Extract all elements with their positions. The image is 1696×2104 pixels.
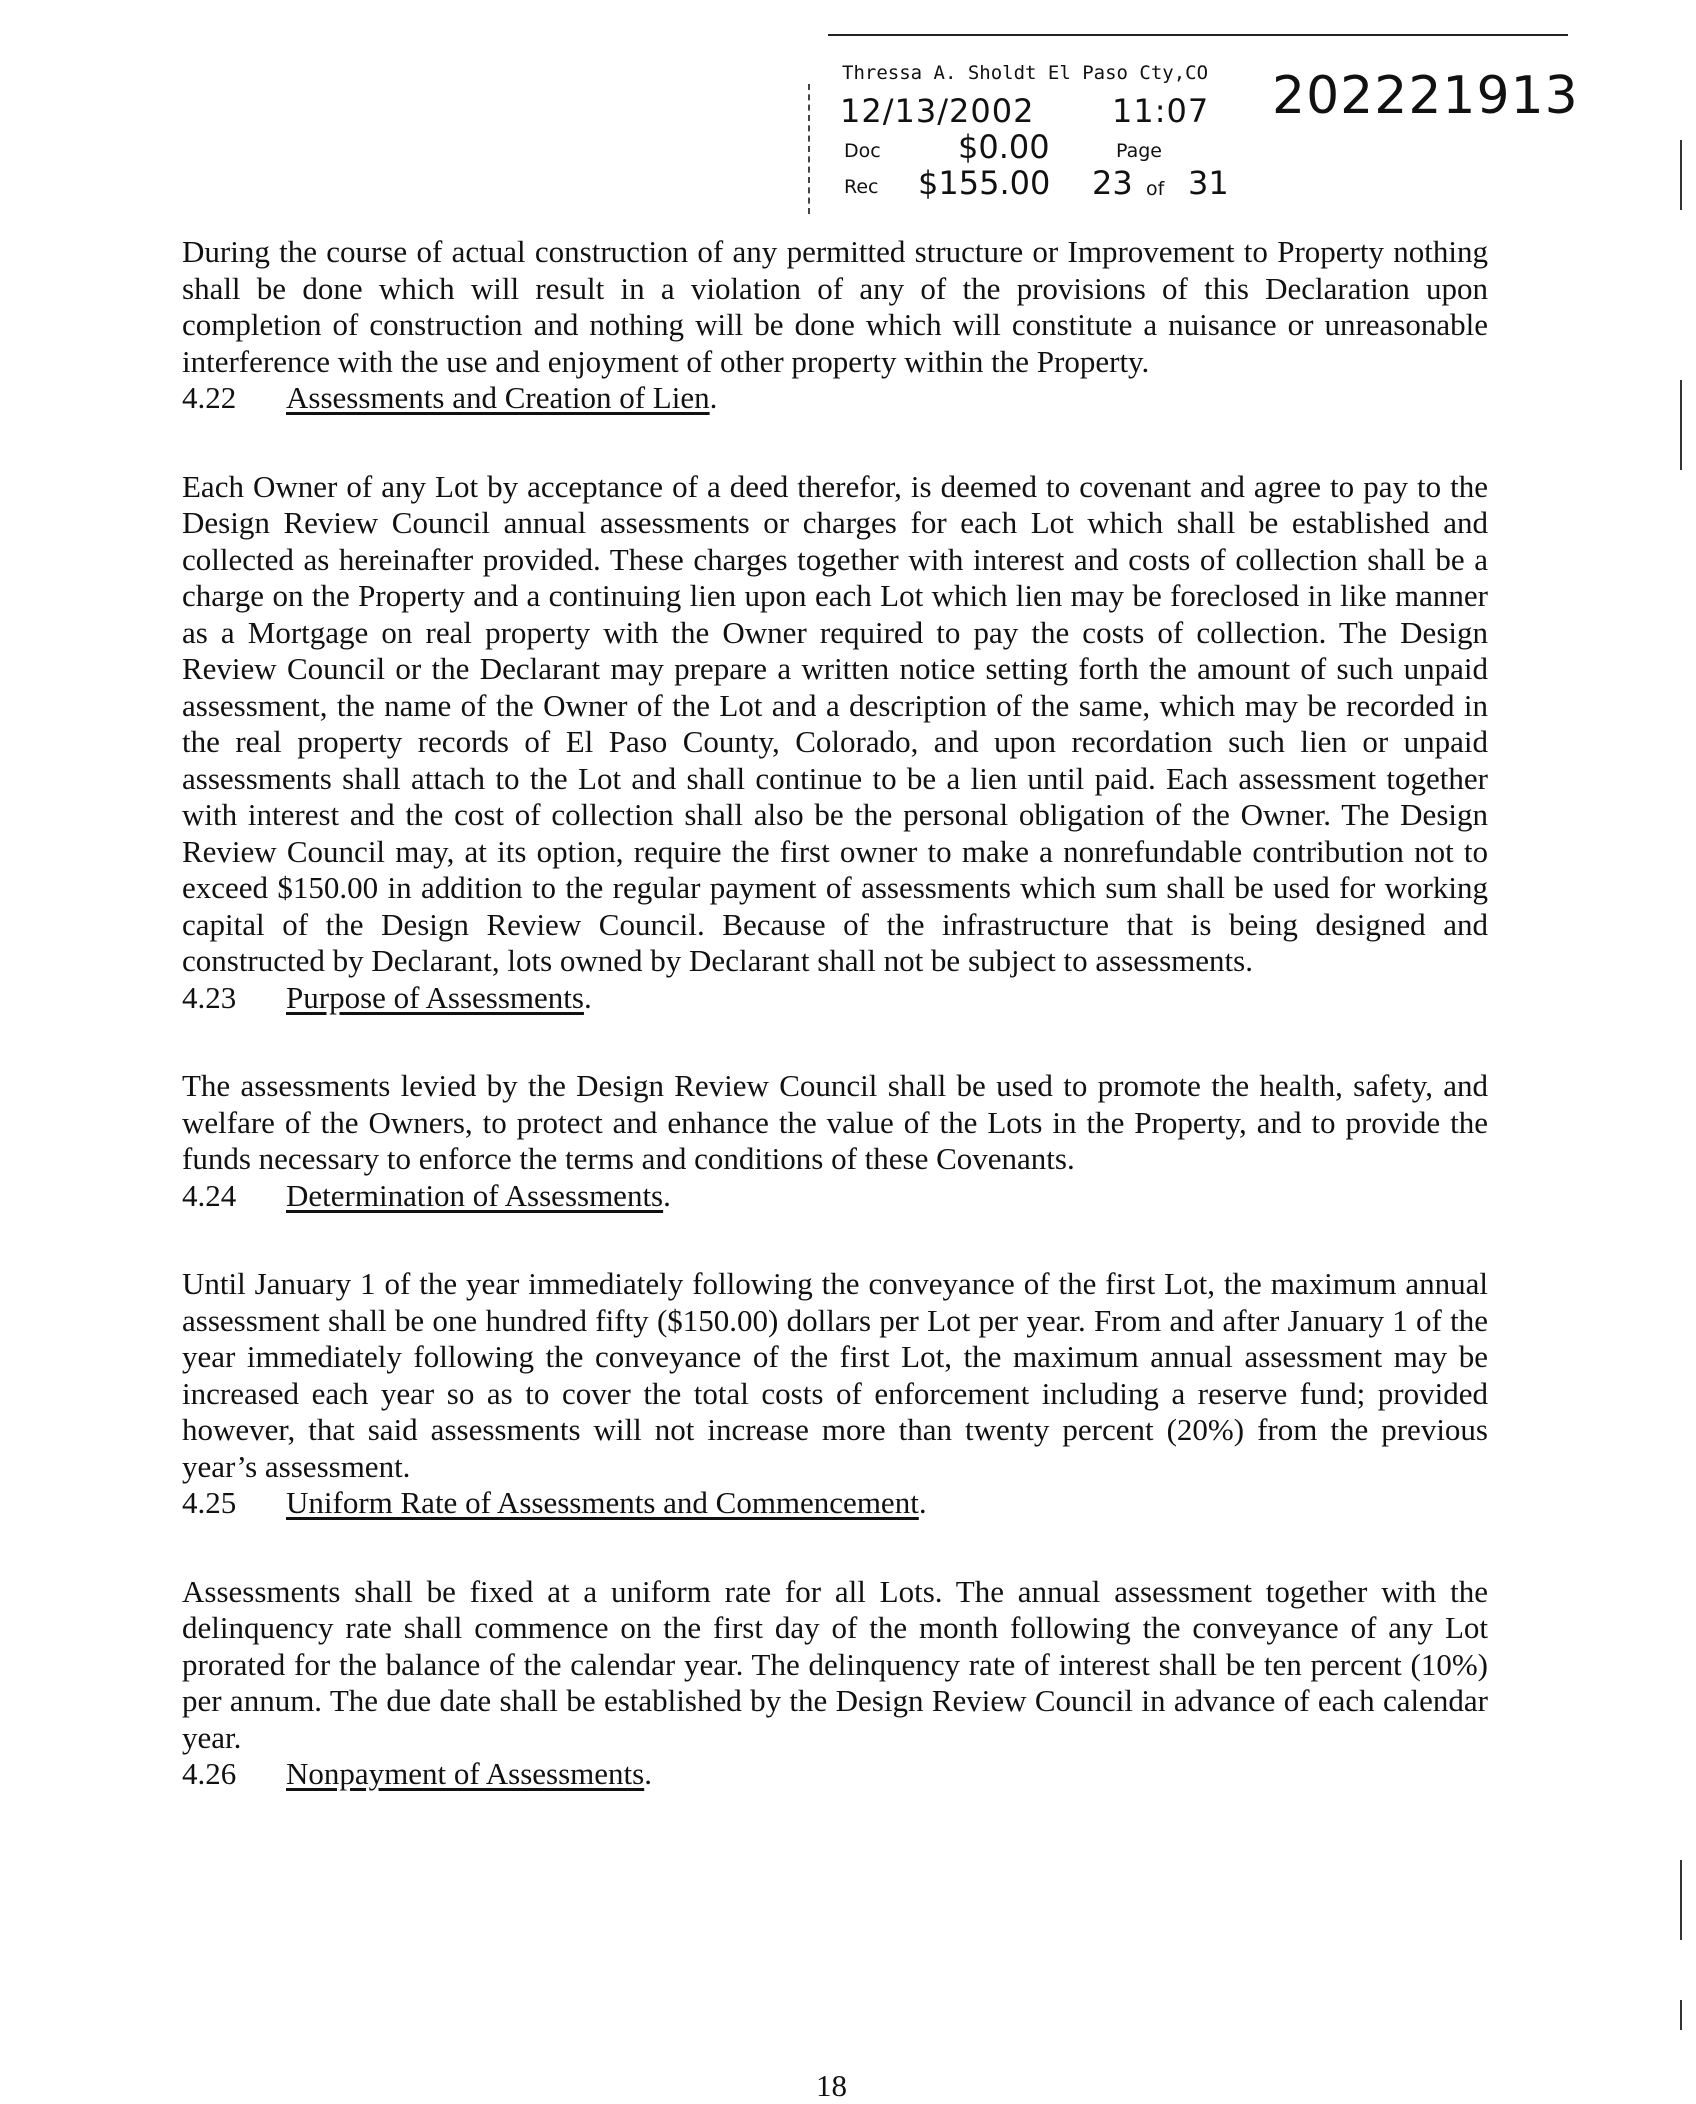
section-number: 4.23 — [182, 979, 237, 1015]
stamp-rec-label: Rec — [844, 176, 879, 198]
section-number: 4.22 — [182, 380, 237, 415]
section-heading: 4.22 Assessments and Creation of Lien. — [182, 380, 718, 415]
section-body: Each Owner of any Lot by acceptance of a deed therefor, is deemed to covenant and agree to pay to the Design Review Council annual assessments or charges for each Lot which shall be established and collected as hereinafter provided. These charges together with interest and costs of collection shall be a charge on the Property and a continuing lien upon each Lot which lien may be foreclosed in like manner as a Mortgage on real property with the Owner required to pay the costs of collection. The Design Review Council or the Declarant may prepare a written notice setting forth the amount of such unpaid assessment, the name of the Owner of the Lot and a description of the same, which may be recorded in the real property records of El Paso County, Colorado, and upon recordation such lien or unpaid assessments shall attach to the Lot and shall continue to be a lien until paid. Each assessment together with interest and the cost of collection shall also be the personal obligation of the Owner. The Design Review Council may, at its option, require the first owner to make a nonrefundable contribution not to exceed $150.00 in addition to the regular payment of assessments which sum shall be used for working capital of the Design Review Council. Because of the infrastructure that is being designed and constructed by Declarant, lots owned by Declarant shall not be subject to assessments. — [182, 468, 1488, 978]
stamp-date: 12/13/2002 — [840, 92, 1035, 130]
document-body — [182, 234, 1488, 1793]
stamp-page-label: Page — [1116, 140, 1162, 162]
recording-stamp — [820, 62, 1580, 212]
stamp-page-total: 31 — [1188, 164, 1229, 202]
stamp-page-number: 23 — [1092, 164, 1133, 202]
stamp-doc-amount: $0.00 — [958, 128, 1050, 166]
stamp-rec-amount: $155.00 — [918, 164, 1051, 202]
section-title: Purpose of Assessments — [286, 979, 584, 1015]
section-heading: 4.23 Purpose of Assessments. — [182, 979, 592, 1015]
stamp-left-rule — [808, 84, 810, 214]
stamp-reception-number: 202221913 — [1272, 66, 1579, 126]
section-heading: 4.25 Uniform Rate of Assessments and Commencement. — [182, 1485, 927, 1520]
section-title: Uniform Rate of Assessments and Commencement — [286, 1485, 919, 1520]
section-body: Until January 1 of the year immediately following the conveyance of the first Lot, the maximum annual assessment shall be one hundred fifty ($150.00) dollars per Lot per year. From and after January 1 of the year immediately following the conveyance of the first Lot, the maximum annual assessment may be increased each year so as to cover the total costs of enforcement including a reserve fund; provided however, that said assessments will not increase more than twenty percent (20%) from the previous year’s assessment. — [182, 1266, 1488, 1484]
section-number: 4.25 — [182, 1485, 237, 1520]
page-number: 18 — [816, 2068, 847, 2103]
stamp-doc-label: Doc — [844, 140, 881, 162]
section-heading: 4.24 Determination of Assessments. — [182, 1177, 671, 1213]
stamp-time: 11:07 — [1112, 92, 1210, 130]
stamp-recorder: Thressa A. Sholdt El Paso Cty,CO — [842, 62, 1209, 84]
scan-edge-mark — [1680, 2000, 1682, 2030]
section-title: Determination of Assessments — [286, 1177, 664, 1213]
section-body: Assessments shall be fixed at a uniform rate for all Lots. The annual assessment together with the delinquency rate shall commence on the first day of the month following the conveyance of any Lot prorated for the balance of the calendar year. The delinquency rate of interest shall be ten percent (10%) per annum. The due date shall be established by the Design Review Council in advance of each calendar year. — [182, 1573, 1488, 1755]
section-number: 4.24 — [182, 1177, 237, 1213]
section-body: The assessments levied by the Design Review Council shall be used to promote the health, safety, and welfare of the Owners, to protect and enhance the value of the Lots in the Property, and to provide the funds necessary to enforce the terms and conditions of these Covenants. — [182, 1068, 1488, 1176]
stamp-of-label: of — [1146, 178, 1165, 200]
scan-edge-mark — [1680, 1860, 1682, 1940]
section-number: 4.26 — [182, 1756, 237, 1791]
scan-edge-mark — [1680, 380, 1682, 470]
stamp-top-rule — [828, 34, 1568, 36]
section-heading: 4.26 Nonpayment of Assessments. — [182, 1756, 652, 1791]
section-title: Assessments and Creation of Lien — [286, 380, 710, 415]
section-title: Nonpayment of Assessments — [286, 1756, 645, 1791]
intro-paragraph: During the course of actual construction of any permitted structure or Improvement to Property nothing shall be done which will result in a violation of any of the provisions of this Declaration upon completion of construction and nothing will be done which will constitute a nuisance or unreasonable interference with the use and enjoyment of other property within the Property. — [182, 234, 1488, 379]
scan-edge-mark — [1680, 140, 1682, 210]
